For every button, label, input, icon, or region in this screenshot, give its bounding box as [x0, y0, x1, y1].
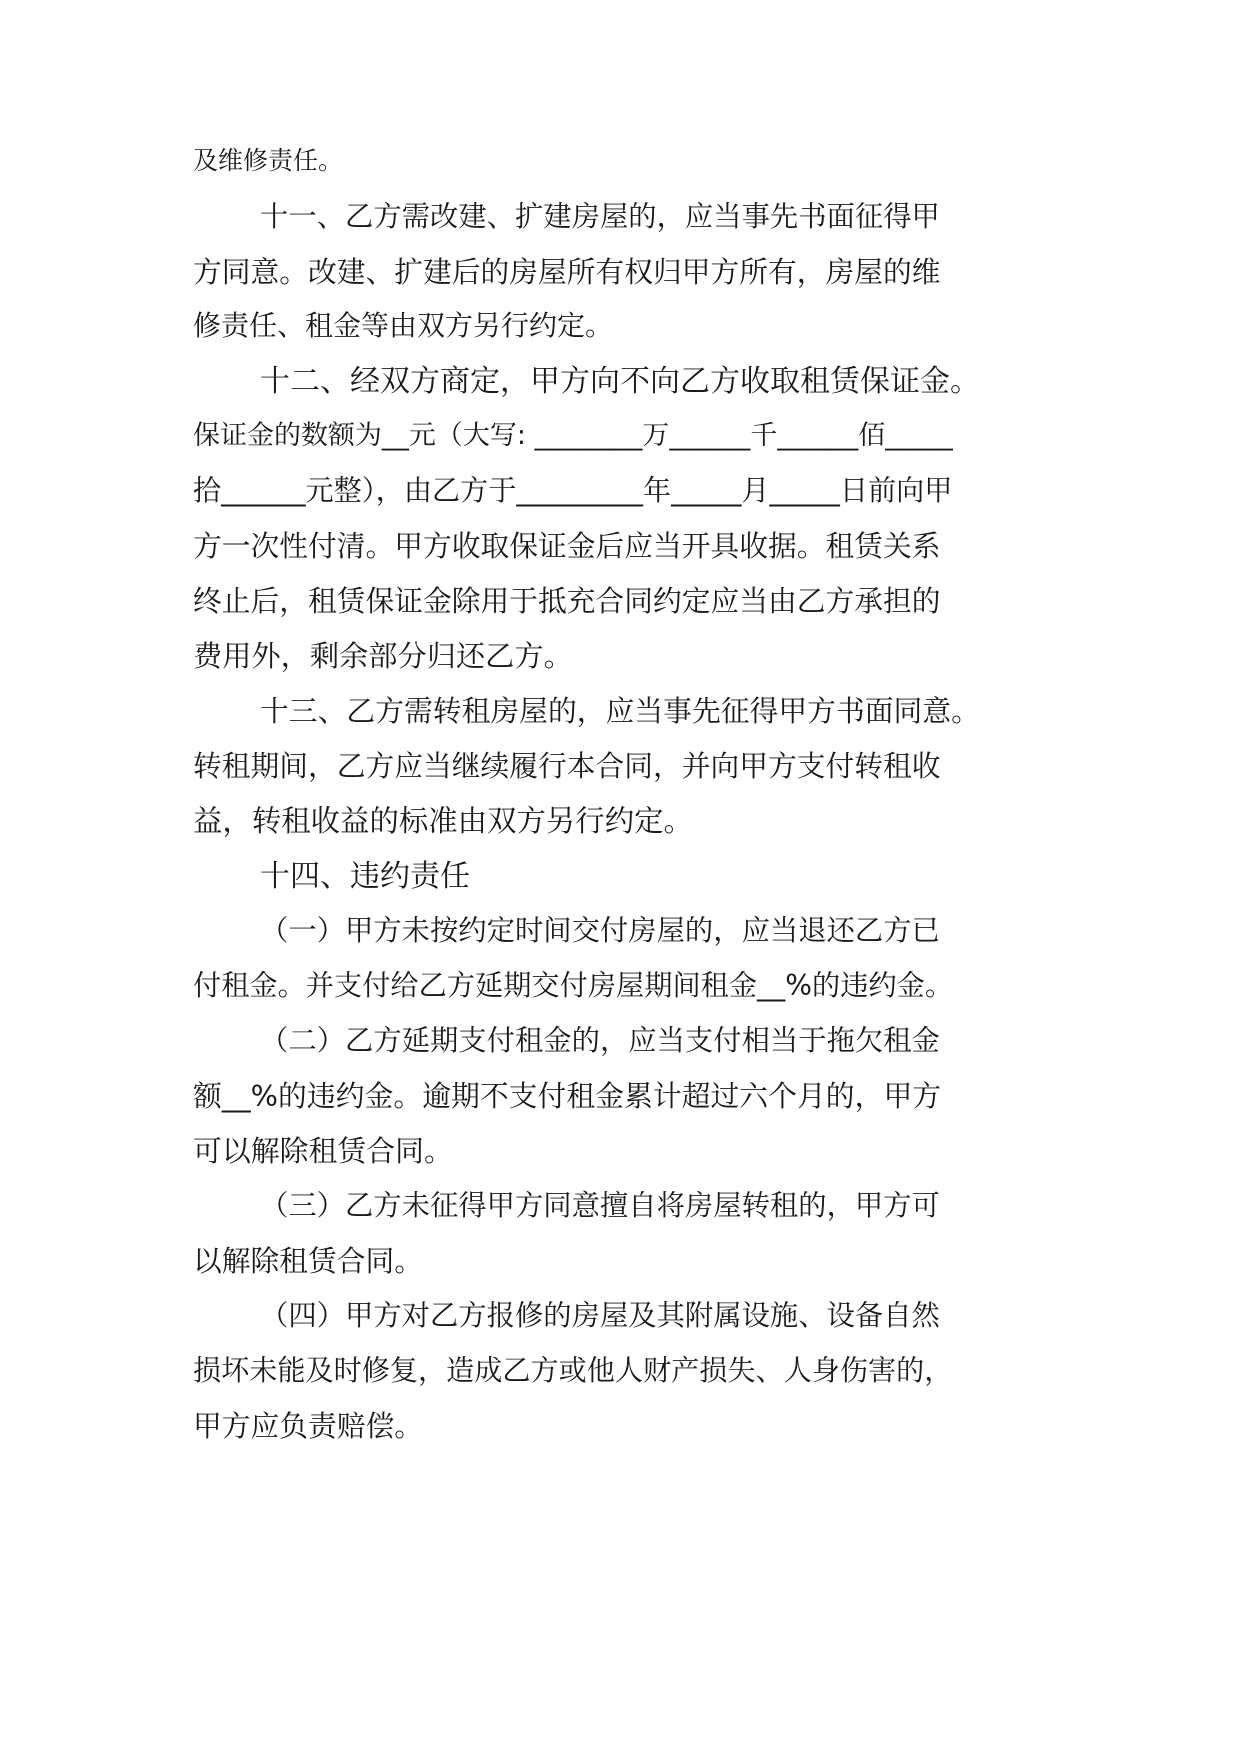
text-line-8: 方一次性付清。甲方收取保证金后应当开具收据。租赁关系	[193, 529, 941, 563]
text-line-5: 十二、经双方商定，甲方向不向乙方收取租赁保证金。	[260, 364, 980, 399]
text-line-7: 拾______元整），由乙方于_________年_____月_____日前向甲	[193, 474, 953, 507]
text-line-3: 方同意。改建、扩建后的房屋所有权归甲方所有，房屋的维	[193, 255, 941, 289]
text-line-16: 付租金。并支付给乙方延期交付房屋期间租金__%的违约金。	[193, 969, 954, 1002]
text-line-21: 以解除租赁合同。	[193, 1244, 423, 1278]
text-line-18: 额__%的违约金。逾期不支付租金累计超过六个月的，甲方	[193, 1079, 942, 1113]
text-line-4: 修责任、租金等由双方另行约定。	[193, 309, 614, 342]
text-line-22: （四）甲方对乙方报修的房屋及其附属设施、设备自然	[260, 1299, 940, 1332]
text-line-17: （二）乙方延期支付租金的，应当支付相当于拖欠租金	[260, 1024, 940, 1057]
text-line-24: 甲方应负责赔偿。	[193, 1409, 423, 1443]
text-line-20: （三）乙方未征得甲方同意擅自将房屋转租的，甲方可	[260, 1189, 940, 1222]
text-line-14: 十四、违约责任	[260, 859, 470, 894]
text-line-15: （一）甲方未按约定时间交付房屋的，应当退还乙方已	[260, 914, 940, 947]
text-line-2: 十一、乙方需改建、扩建房屋的，应当事先书面征得甲	[260, 200, 940, 233]
text-line-11: 十三、乙方需转租房屋的，应当事先征得甲方书面同意。	[260, 694, 980, 728]
text-line-12: 转租期间，乙方应当继续履行本合同，并向甲方支付转租收	[193, 749, 941, 783]
text-line-19: 可以解除租赁合同。	[193, 1134, 453, 1168]
text-line-6: 保证金的数额为__元（大写: ________万______千______佰_____	[193, 420, 953, 451]
text-line-10: 费用外，剩余部分归还乙方。	[193, 639, 573, 673]
text-line-23: 损坏未能及时修复，造成乙方或他人财产损失、人身伤害的，	[193, 1354, 953, 1387]
text-line-13: 益，转租收益的标准由双方另行约定。	[193, 804, 693, 838]
text-line-9: 终止后，租赁保证金除用于抵充合同约定应当由乙方承担的	[193, 584, 941, 618]
text-line-1: 及维修责任。	[193, 146, 344, 175]
